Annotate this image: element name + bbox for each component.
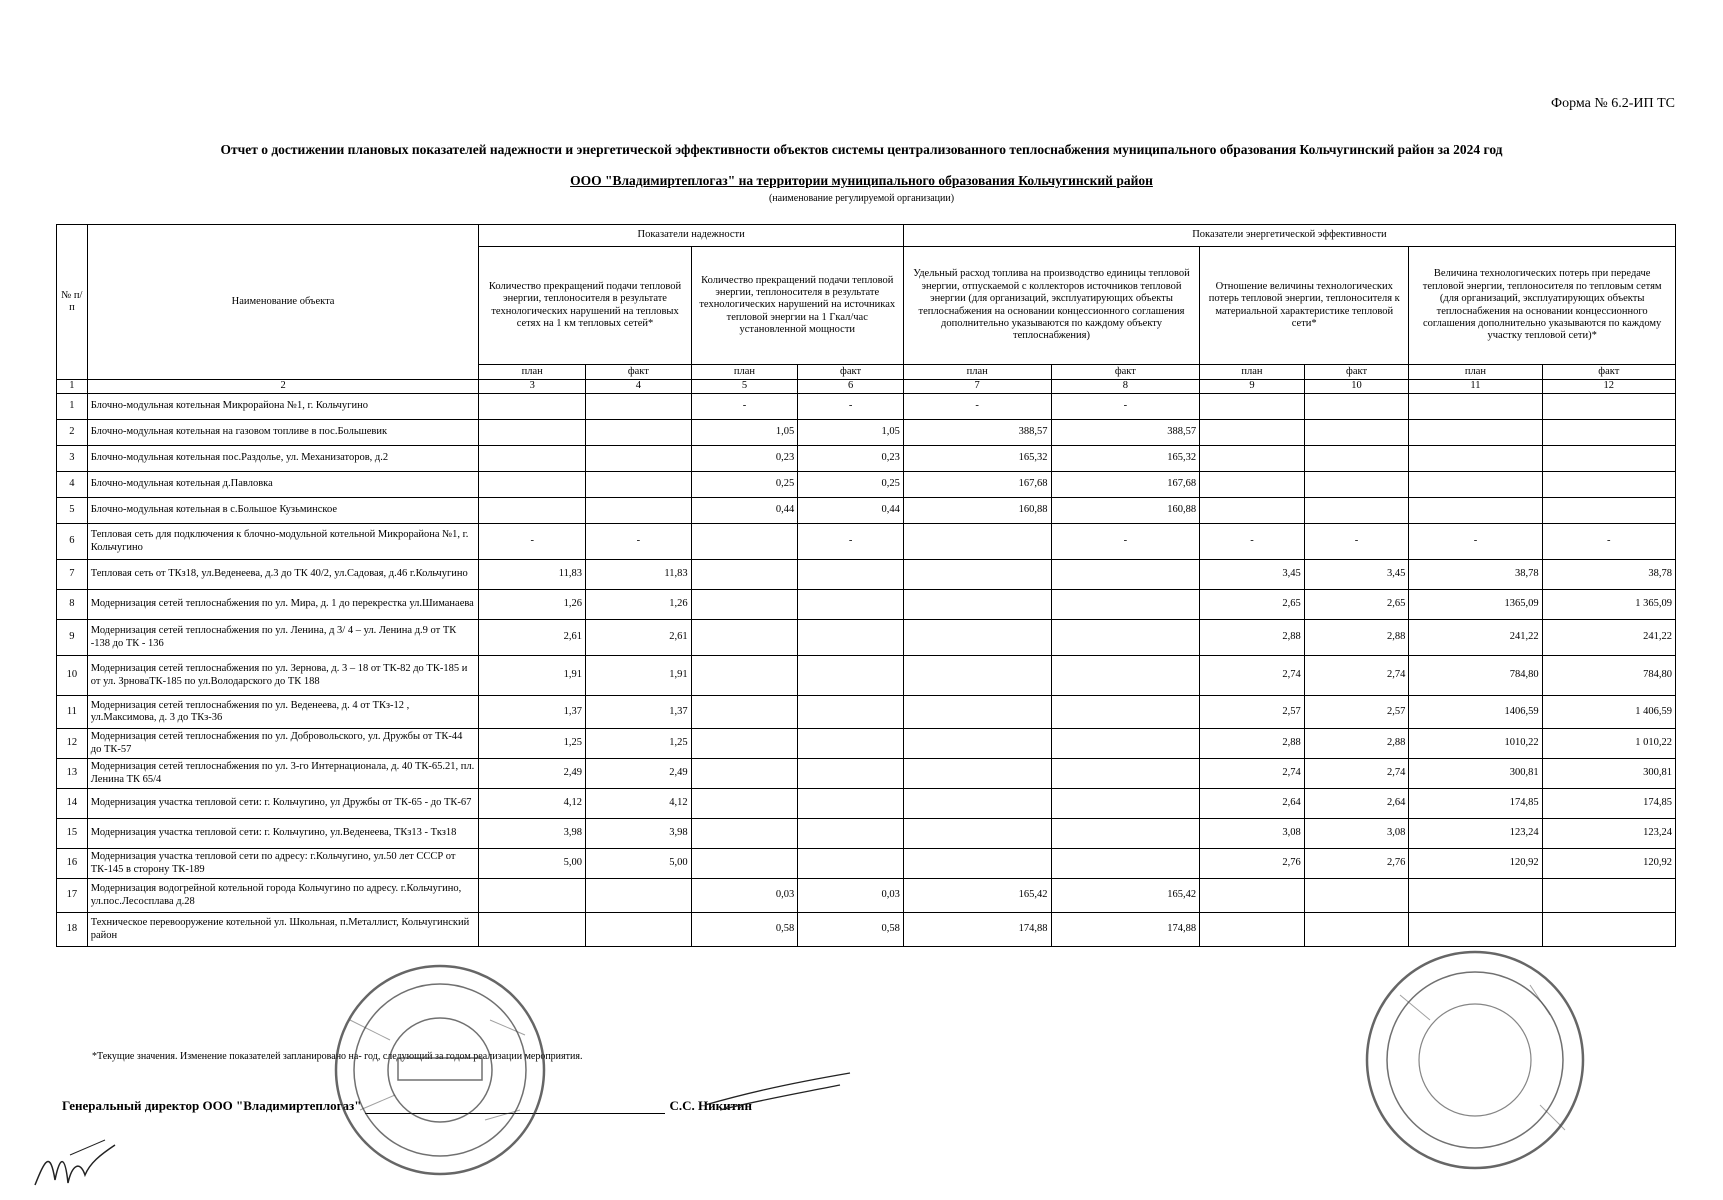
value-cell: [798, 849, 904, 879]
header-plan: план: [479, 365, 586, 380]
director-signature: [700, 1065, 860, 1115]
header-plan: план: [691, 365, 798, 380]
value-cell: [1051, 590, 1200, 620]
ministry-stamp: [1360, 945, 1590, 1175]
value-cell: [1051, 789, 1200, 819]
value-cell: 0,23: [691, 446, 798, 472]
value-cell: [1051, 696, 1200, 729]
value-cell: 784,80: [1409, 656, 1542, 696]
header-fact: факт: [586, 365, 692, 380]
column-number: 7: [903, 380, 1051, 394]
signatory-name: С.С. Никитин: [669, 1098, 752, 1113]
column-number: 8: [1051, 380, 1200, 394]
organization-name-text: ООО "Владимиртеплогаз" на территории муниципального образования Кольчугинский район: [570, 173, 1153, 188]
table-row: [57, 590, 1676, 620]
object-name: Техническое перевооружение котельной ул. Школьная, п.Металлист, Кольчугинский район: [87, 913, 479, 947]
value-cell: [586, 913, 692, 947]
header-fact: факт: [1304, 365, 1409, 380]
value-cell: [1051, 819, 1200, 849]
value-cell: -: [1051, 524, 1200, 560]
value-cell: [586, 879, 692, 913]
header-efficiency: Показатели энергетической эффективности: [903, 225, 1675, 247]
value-cell: [691, 729, 798, 759]
value-cell: [1409, 498, 1542, 524]
value-cell: 1,37: [586, 696, 692, 729]
value-cell: [1051, 620, 1200, 656]
header-col-a: Количество прекращений подачи тепловой энергии, теплоносителя в результате технологических нарушений на тепловых сетях на 1 км тепловых сетей*: [479, 247, 691, 365]
value-cell: 11,83: [479, 560, 586, 590]
table-row: [57, 759, 1676, 789]
indicators-table: [56, 224, 1676, 947]
value-cell: 5,00: [479, 849, 586, 879]
row-number: 10: [57, 656, 88, 696]
value-cell: [1304, 879, 1409, 913]
value-cell: [798, 560, 904, 590]
value-cell: 167,68: [1051, 472, 1200, 498]
value-cell: -: [1304, 524, 1409, 560]
value-cell: [691, 759, 798, 789]
value-cell: 165,32: [903, 446, 1051, 472]
value-cell: [903, 759, 1051, 789]
row-number: 6: [57, 524, 88, 560]
value-cell: [1542, 498, 1675, 524]
value-cell: [1409, 879, 1542, 913]
value-cell: [1051, 560, 1200, 590]
value-cell: 1,25: [586, 729, 692, 759]
value-cell: 4,12: [586, 789, 692, 819]
object-name: Модернизация сетей теплоснабжения по ул. Ленина, д 3/ 4 – ул. Ленина д.9 от ТК -138 до ТК - 136: [87, 620, 479, 656]
value-cell: 0,25: [691, 472, 798, 498]
row-number: 7: [57, 560, 88, 590]
value-cell: 1,25: [479, 729, 586, 759]
value-cell: -: [798, 394, 904, 420]
value-cell: 4,12: [479, 789, 586, 819]
value-cell: 2,61: [479, 620, 586, 656]
table-row: [57, 498, 1676, 524]
value-cell: 123,24: [1542, 819, 1675, 849]
column-number: 10: [1304, 380, 1409, 394]
column-number: 5: [691, 380, 798, 394]
value-cell: [691, 819, 798, 849]
value-cell: -: [1200, 524, 1305, 560]
value-cell: 1,91: [479, 656, 586, 696]
value-cell: 388,57: [1051, 420, 1200, 446]
value-cell: 241,22: [1409, 620, 1542, 656]
row-number: 15: [57, 819, 88, 849]
value-cell: [691, 560, 798, 590]
value-cell: [691, 849, 798, 879]
value-cell: 120,92: [1542, 849, 1675, 879]
value-cell: -: [1051, 394, 1200, 420]
value-cell: [1304, 420, 1409, 446]
value-cell: [798, 590, 904, 620]
organization-stamp: [330, 960, 550, 1180]
value-cell: [586, 394, 692, 420]
value-cell: [1304, 498, 1409, 524]
value-cell: 2,61: [586, 620, 692, 656]
object-name: Модернизация участка тепловой сети: г. Кольчугино, ул.Веденеева, ТКз13 - Ткз18: [87, 819, 479, 849]
table-row: [57, 819, 1676, 849]
value-cell: 0,03: [798, 879, 904, 913]
column-number: 3: [479, 380, 586, 394]
header-col-d: Отношение величины технологических потерь тепловой энергии, теплоносителя к материальной характеристике тепловой сети*: [1200, 247, 1409, 365]
value-cell: [691, 590, 798, 620]
value-cell: 1 010,22: [1542, 729, 1675, 759]
value-cell: [1542, 394, 1675, 420]
header-plan: план: [903, 365, 1051, 380]
row-number: 12: [57, 729, 88, 759]
organization-caption: (наименование регулируемой организации): [768, 193, 955, 204]
value-cell: [691, 696, 798, 729]
value-cell: [479, 498, 586, 524]
value-cell: -: [903, 394, 1051, 420]
value-cell: 300,81: [1409, 759, 1542, 789]
value-cell: [479, 913, 586, 947]
value-cell: [479, 394, 586, 420]
value-cell: 120,92: [1409, 849, 1542, 879]
value-cell: [798, 696, 904, 729]
value-cell: [1409, 446, 1542, 472]
value-cell: 38,78: [1542, 560, 1675, 590]
value-cell: [1200, 472, 1305, 498]
report-title: Отчет о достижении плановых показателей надежности и энергетической эффективности объектов системы централизованного теплоснабжения муниципального образования Кольчугинский район за 2024 год: [220, 142, 1503, 157]
object-name: Модернизация участка тепловой сети: г. Кольчугино, ул Дружбы от ТК-65 - до ТК-67: [87, 789, 479, 819]
organization-name: [0, 173, 1723, 189]
row-number: 1: [57, 394, 88, 420]
value-cell: 1365,09: [1409, 590, 1542, 620]
object-name: Модернизация сетей теплоснабжения по ул. Веденеева, д. 4 от ТКз-12 , ул.Максимова, д. 3 до ТКз-36: [87, 696, 479, 729]
value-cell: [1051, 656, 1200, 696]
value-cell: 11,83: [586, 560, 692, 590]
value-cell: [798, 819, 904, 849]
value-cell: 2,88: [1304, 729, 1409, 759]
value-cell: 241,22: [1542, 620, 1675, 656]
value-cell: 0,25: [798, 472, 904, 498]
header-fact: факт: [1542, 365, 1675, 380]
header-name: Наименование объекта: [87, 225, 479, 380]
value-cell: 2,88: [1200, 729, 1305, 759]
object-name: Тепловая сеть от ТКз18, ул.Веденеева, д.3 до ТК 40/2, ул.Садовая, д.46 г.Кольчугино: [87, 560, 479, 590]
value-cell: -: [1409, 524, 1542, 560]
value-cell: [479, 472, 586, 498]
value-cell: [1542, 472, 1675, 498]
value-cell: -: [479, 524, 586, 560]
value-cell: [798, 789, 904, 819]
value-cell: [479, 420, 586, 446]
object-name: Модернизация водогрейной котельной города Кольчугино по адресу. г.Кольчугино, ул.пос.Лесосплава д.28: [87, 879, 479, 913]
column-number: 9: [1200, 380, 1305, 394]
signature-scribble: [30, 1135, 120, 1195]
object-name: Блочно-модульная котельная в с.Большое Кузьминское: [87, 498, 479, 524]
value-cell: 2,74: [1304, 759, 1409, 789]
value-cell: [1409, 420, 1542, 446]
value-cell: [1304, 446, 1409, 472]
table-row: [57, 913, 1676, 947]
value-cell: [1542, 913, 1675, 947]
value-cell: 123,24: [1409, 819, 1542, 849]
value-cell: [903, 590, 1051, 620]
value-cell: 165,42: [1051, 879, 1200, 913]
value-cell: 1010,22: [1409, 729, 1542, 759]
value-cell: 174,88: [903, 913, 1051, 947]
column-number: 12: [1542, 380, 1675, 394]
object-name: Модернизация сетей теплоснабжения по ул. Добровольского, ул. Дружбы от ТК-44 до ТК-57: [87, 729, 479, 759]
object-name: Блочно-модульная котельная пос.Раздолье, ул. Механизаторов, д.2: [87, 446, 479, 472]
value-cell: 165,42: [903, 879, 1051, 913]
object-name: Модернизация сетей теплоснабжения по ул. 3-го Интернационала, д. 40 ТК-65.21, пл. Ленина ТК 65/4: [87, 759, 479, 789]
value-cell: [798, 656, 904, 696]
value-cell: [903, 819, 1051, 849]
value-cell: [1200, 879, 1305, 913]
column-number: 2: [87, 380, 479, 394]
value-cell: 3,08: [1304, 819, 1409, 849]
value-cell: 174,88: [1051, 913, 1200, 947]
row-number: 9: [57, 620, 88, 656]
value-cell: -: [691, 394, 798, 420]
table-row: [57, 394, 1676, 420]
value-cell: [1200, 498, 1305, 524]
object-name: Тепловая сеть для подключения к блочно-модульной котельной Микрорайона №1, г. Кольчугино: [87, 524, 479, 560]
value-cell: [903, 524, 1051, 560]
value-cell: 167,68: [903, 472, 1051, 498]
value-cell: 1,05: [798, 420, 904, 446]
row-number: 16: [57, 849, 88, 879]
value-cell: 174,85: [1542, 789, 1675, 819]
row-number: 8: [57, 590, 88, 620]
row-number: 4: [57, 472, 88, 498]
table-row: [57, 879, 1676, 913]
row-number: 14: [57, 789, 88, 819]
value-cell: [1051, 759, 1200, 789]
row-number: 2: [57, 420, 88, 446]
value-cell: [479, 446, 586, 472]
value-cell: 3,45: [1304, 560, 1409, 590]
table-row: [57, 524, 1676, 560]
value-cell: [1304, 394, 1409, 420]
value-cell: 2,76: [1304, 849, 1409, 879]
table-row: [57, 696, 1676, 729]
row-number: 3: [57, 446, 88, 472]
value-cell: 2,88: [1200, 620, 1305, 656]
value-cell: 1,26: [479, 590, 586, 620]
table-row: [57, 620, 1676, 656]
value-cell: [691, 656, 798, 696]
value-cell: [691, 524, 798, 560]
value-cell: 0,44: [798, 498, 904, 524]
value-cell: -: [1542, 524, 1675, 560]
row-number: 17: [57, 879, 88, 913]
value-cell: 3,08: [1200, 819, 1305, 849]
value-cell: 0,23: [798, 446, 904, 472]
value-cell: 1,26: [586, 590, 692, 620]
value-cell: 2,65: [1304, 590, 1409, 620]
value-cell: [1542, 446, 1675, 472]
value-cell: [1409, 472, 1542, 498]
value-cell: -: [798, 524, 904, 560]
value-cell: 2,74: [1304, 656, 1409, 696]
value-cell: 300,81: [1542, 759, 1675, 789]
value-cell: [903, 789, 1051, 819]
value-cell: [1051, 849, 1200, 879]
table-row: [57, 560, 1676, 590]
header-plan: план: [1409, 365, 1542, 380]
value-cell: [1542, 420, 1675, 446]
value-cell: -: [586, 524, 692, 560]
value-cell: 388,57: [903, 420, 1051, 446]
value-cell: 0,44: [691, 498, 798, 524]
column-number: 11: [1409, 380, 1542, 394]
value-cell: [903, 560, 1051, 590]
table-row: [57, 656, 1676, 696]
value-cell: [903, 620, 1051, 656]
value-cell: 38,78: [1409, 560, 1542, 590]
table-row: [57, 446, 1676, 472]
value-cell: 1406,59: [1409, 696, 1542, 729]
value-cell: [798, 759, 904, 789]
value-cell: [1200, 446, 1305, 472]
row-number: 13: [57, 759, 88, 789]
table-row: [57, 729, 1676, 759]
object-name: Модернизация участка тепловой сети по адресу: г.Кольчугино, ул.50 лет СССР от ТК-145 в сторону ТК-189: [87, 849, 479, 879]
object-name: Блочно-модульная котельная на газовом топливе в пос.Большевик: [87, 420, 479, 446]
row-number: 18: [57, 913, 88, 947]
value-cell: 0,58: [798, 913, 904, 947]
header-fact: факт: [1051, 365, 1200, 380]
object-name: Модернизация сетей теплоснабжения по ул. Мира, д. 1 до перекрестка ул.Шиманаева: [87, 590, 479, 620]
header-col-c: Удельный расход топлива на производство единицы тепловой энергии, отпускаемой с коллекторов источников тепловой энергии (для организаций, эксплуатирующих объекты теплоснабжения на основании концессионного соглашения дополнительно указываются по каждому объекту теплоснабжения): [903, 247, 1199, 365]
value-cell: 3,98: [586, 819, 692, 849]
signatory-position: Генеральный директор ООО "Владимиртеплогаз": [62, 1098, 362, 1113]
value-cell: [691, 789, 798, 819]
value-cell: 2,76: [1200, 849, 1305, 879]
header-col-e: Величина технологических потерь при передаче тепловой энергии, теплоносителя по тепловым сетям (для организаций, эксплуатирующих объекты теплоснабжения на основании концессионного соглашения дополнительно указываются по каждому участку тепловой сети)*: [1409, 247, 1676, 365]
value-cell: [691, 620, 798, 656]
column-number: 6: [798, 380, 904, 394]
value-cell: 5,00: [586, 849, 692, 879]
value-cell: [798, 620, 904, 656]
header-col-b: Количество прекращений подачи тепловой энергии, теплоносителя в результате технологических нарушений на источниках тепловой энергии на 1 Гкал/час установленной мощности: [691, 247, 903, 365]
value-cell: 2,88: [1304, 620, 1409, 656]
value-cell: [1200, 420, 1305, 446]
table-row: [57, 472, 1676, 498]
value-cell: [479, 879, 586, 913]
value-cell: 1,91: [586, 656, 692, 696]
object-name: Модернизация сетей теплоснабжения по ул. Зернова, д. 3 – 18 от ТК-82 до ТК-185 и от ул. ЗрноваТК-185 по ул.Володарского до ТК 188: [87, 656, 479, 696]
value-cell: [798, 729, 904, 759]
object-name: Блочно-модульная котельная Микрорайона №1, г. Кольчугино: [87, 394, 479, 420]
value-cell: 1 406,59: [1542, 696, 1675, 729]
value-cell: 3,98: [479, 819, 586, 849]
value-cell: 160,88: [1051, 498, 1200, 524]
value-cell: 3,45: [1200, 560, 1305, 590]
value-cell: [1304, 472, 1409, 498]
column-number: 4: [586, 380, 692, 394]
object-name: Блочно-модульная котельная д.Павловка: [87, 472, 479, 498]
value-cell: 2,64: [1304, 789, 1409, 819]
value-cell: [903, 656, 1051, 696]
value-cell: 1,05: [691, 420, 798, 446]
value-cell: [586, 446, 692, 472]
table-row: [57, 789, 1676, 819]
value-cell: 2,49: [586, 759, 692, 789]
value-cell: [1409, 913, 1542, 947]
value-cell: 2,74: [1200, 656, 1305, 696]
value-cell: 2,65: [1200, 590, 1305, 620]
value-cell: [1200, 913, 1305, 947]
value-cell: 2,49: [479, 759, 586, 789]
value-cell: [1304, 913, 1409, 947]
value-cell: 2,57: [1200, 696, 1305, 729]
column-numbers-row: [57, 380, 1676, 394]
value-cell: [903, 696, 1051, 729]
value-cell: 160,88: [903, 498, 1051, 524]
value-cell: [1200, 394, 1305, 420]
value-cell: [586, 498, 692, 524]
value-cell: [586, 472, 692, 498]
header-reliability: Показатели надежности: [479, 225, 903, 247]
value-cell: 1,37: [479, 696, 586, 729]
footnote: *Текущие значения. Изменение показателей запланировано на- год, следующий за годом реализации мероприятия.: [92, 1051, 583, 1062]
value-cell: [1542, 879, 1675, 913]
value-cell: 165,32: [1051, 446, 1200, 472]
header-plan: план: [1200, 365, 1305, 380]
table-row: [57, 849, 1676, 879]
value-cell: 1 365,09: [1542, 590, 1675, 620]
value-cell: 784,80: [1542, 656, 1675, 696]
table-row: [57, 420, 1676, 446]
column-number: 1: [57, 380, 88, 394]
value-cell: 2,64: [1200, 789, 1305, 819]
row-number: 11: [57, 696, 88, 729]
row-number: 5: [57, 498, 88, 524]
header-fact: факт: [798, 365, 904, 380]
value-cell: [903, 849, 1051, 879]
value-cell: 0,58: [691, 913, 798, 947]
value-cell: [1409, 394, 1542, 420]
header-num: № п/п: [57, 225, 88, 380]
value-cell: 0,03: [691, 879, 798, 913]
value-cell: [1051, 729, 1200, 759]
value-cell: [586, 420, 692, 446]
value-cell: 2,57: [1304, 696, 1409, 729]
value-cell: 2,74: [1200, 759, 1305, 789]
value-cell: 174,85: [1409, 789, 1542, 819]
form-number: Форма № 6.2-ИП ТС: [1551, 96, 1675, 111]
value-cell: [903, 729, 1051, 759]
